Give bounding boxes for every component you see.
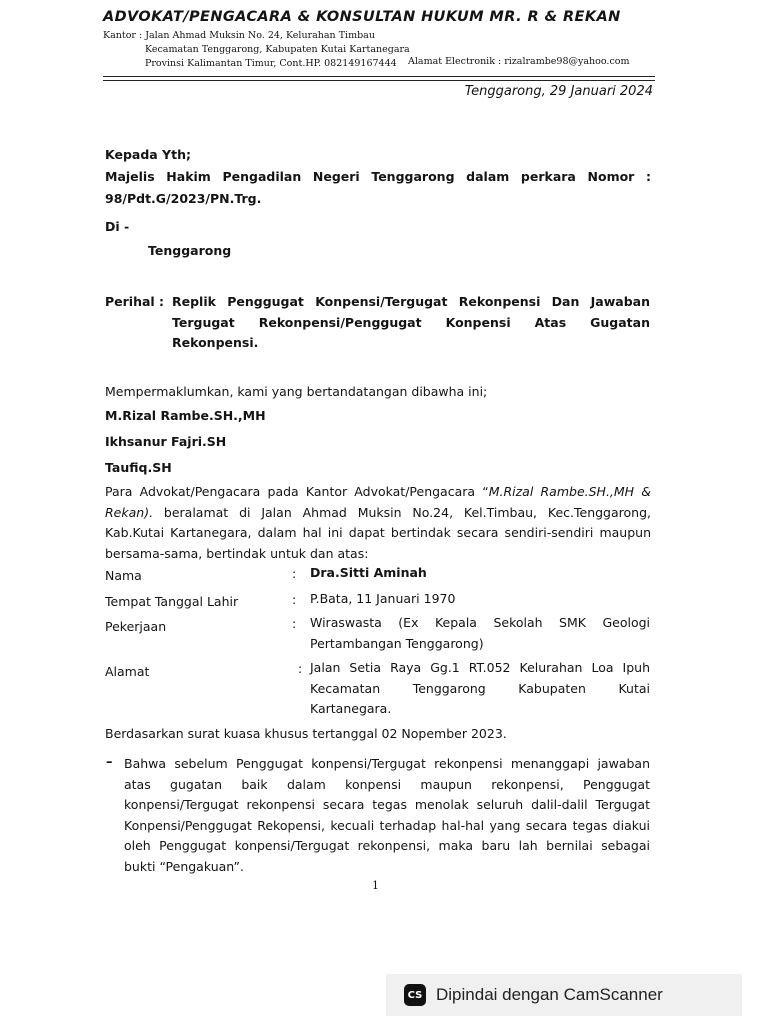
ttl-colon: : (292, 592, 297, 607)
advokat-line1 (105, 482, 651, 503)
ttl-value: P.Bata, 11 Januari 1970 (310, 591, 456, 606)
recipient-di: Di - (105, 219, 130, 234)
alamat-line3: Kartanegara. (310, 701, 392, 716)
office-address: Kantor : Jalan Ahmad Muksin No. 24, Kelurahan Timbau (103, 30, 375, 41)
subject-line3: Rekonpensi. (172, 335, 259, 350)
firm-reference: M.Rizal Rambe.SH.,MH & (488, 484, 651, 499)
advokat-line4: bersama-sama, bertindak untuk dan atas: (105, 545, 369, 561)
advokat-line2 (105, 503, 651, 524)
office-email: Alamat Electronik : rizalrambe98@yahoo.com (408, 56, 630, 67)
bullet-dash: – (106, 755, 113, 770)
alamat-line1: Jalan Setia Raya Gg.1 RT.052 Kelurahan Loa Ipuh (310, 660, 650, 675)
subject-text (172, 292, 650, 354)
pekerjaan-line1: Wiraswasta (Ex Kepala Sekolah SMK Geologi (310, 615, 650, 630)
camscanner-logo-icon: CS (404, 984, 426, 1006)
office-address-line2: Kecamatan Tenggarong, Kabupaten Kutai Kartanegara (145, 44, 410, 55)
salutation: Kepada Yth; (105, 147, 191, 162)
advokat-line3: Kab.Kutai Kartanegara, dalam hal ini dapat bertindak secara sendiri-sendiri maupun (105, 525, 651, 540)
recipient-city: Tenggarong (148, 243, 232, 258)
point-1-line6: bukti “Pengakuan”. (124, 858, 244, 874)
alamat-label: Alamat (105, 664, 150, 679)
point-1-line3: konpensi/Tergugat rekonpensi secara tegas menolak seluruh dalil-dalil Tergugat (124, 797, 650, 812)
point-1-line5: oleh Penggugat konpensi/Tergugat rekonpensi, maka baru lah bernilai sebagai (124, 838, 650, 853)
letterhead-divider-bottom (103, 80, 655, 81)
office-address-line3: Provinsi Kalimantan Timur, Cont.HP. 082149167444 (145, 58, 397, 69)
lawyer-name: M.Rizal Rambe.SH.,MH (105, 408, 266, 423)
alamat-value (310, 658, 650, 720)
lawyer-name: Taufiq.SH (105, 460, 172, 475)
nama-label: Nama (105, 568, 142, 583)
subject-line2: Tergugat Rekonpensi/Penggugat Konpensi Atas Gugatan (172, 314, 650, 330)
subject-line1: Replik Penggugat Konpensi/Tergugat Rekonpensi Dan Jawaban (172, 294, 650, 309)
recipient-line1 (105, 167, 651, 188)
advokat-line2-text: beralamat di Jalan Ahmad Muksin No.24, Kel.Timbau, Kec.Tenggarong, (153, 504, 651, 520)
pekerjaan-label: Pekerjaan (105, 619, 167, 634)
nama-colon: : (292, 566, 297, 581)
nama-value: Dra.Sitti Aminah (310, 565, 427, 580)
advokat-paragraph (105, 482, 651, 564)
camscanner-text: Dipindai dengan CamScanner (436, 985, 663, 1004)
point-1-line1: Bahwa sebelum Penggugat konpensi/Tergugat rekonpensi menanggapi jawaban (124, 756, 650, 771)
alamat-colon: : (298, 661, 303, 676)
advokat-line1-text: Para Advokat/Pengacara pada Kantor Advokat/Pengacara “ (105, 484, 489, 499)
alamat-line2: Kecamatan Tenggarong Kabupaten Kutai (310, 680, 650, 696)
point-1-line2: atas gugatan baik dalam konpensi maupun rekonpensi, Penggugat (124, 776, 650, 792)
recipient-line1-text: Majelis Hakim Pengadilan Negeri Tenggarong dalam perkara Nomor : (105, 169, 651, 184)
letter-date: Tenggarong, 29 Januari 2024 (464, 84, 653, 99)
firm-name: ADVOKAT/PENGACARA & KONSULTAN HUKUM MR. R & REKAN (103, 9, 621, 25)
ttl-label: Tempat Tanggal Lahir (105, 594, 239, 609)
point-1 (124, 754, 650, 877)
case-number: 98/Pdt.G/2023/PN.Trg. (105, 191, 262, 206)
letterhead-divider-top (103, 76, 655, 77)
subject-label: Perihal : (105, 294, 165, 309)
pekerjaan-colon: : (292, 616, 297, 631)
intro-text: Mempermaklumkan, kami yang bertandatangan dibawha ini; (105, 384, 488, 399)
pekerjaan-value (310, 613, 650, 654)
point-1-line4: Konpensi/Penggugat Rekopensi, kecuali terhadap hal-hal yang secara tegas diakui (124, 817, 650, 833)
camscanner-badge (386, 974, 742, 1016)
pekerjaan-line2: Pertambangan Tenggarong) (310, 635, 484, 651)
lawyer-name: Ikhsanur Fajri.SH (105, 434, 227, 449)
surat-kuasa: Berdasarkan surat kuasa khusus tertanggal 02 Nopember 2023. (105, 726, 507, 741)
page-number: 1 (372, 879, 379, 892)
firm-reference-end: Rekan). (105, 504, 154, 520)
